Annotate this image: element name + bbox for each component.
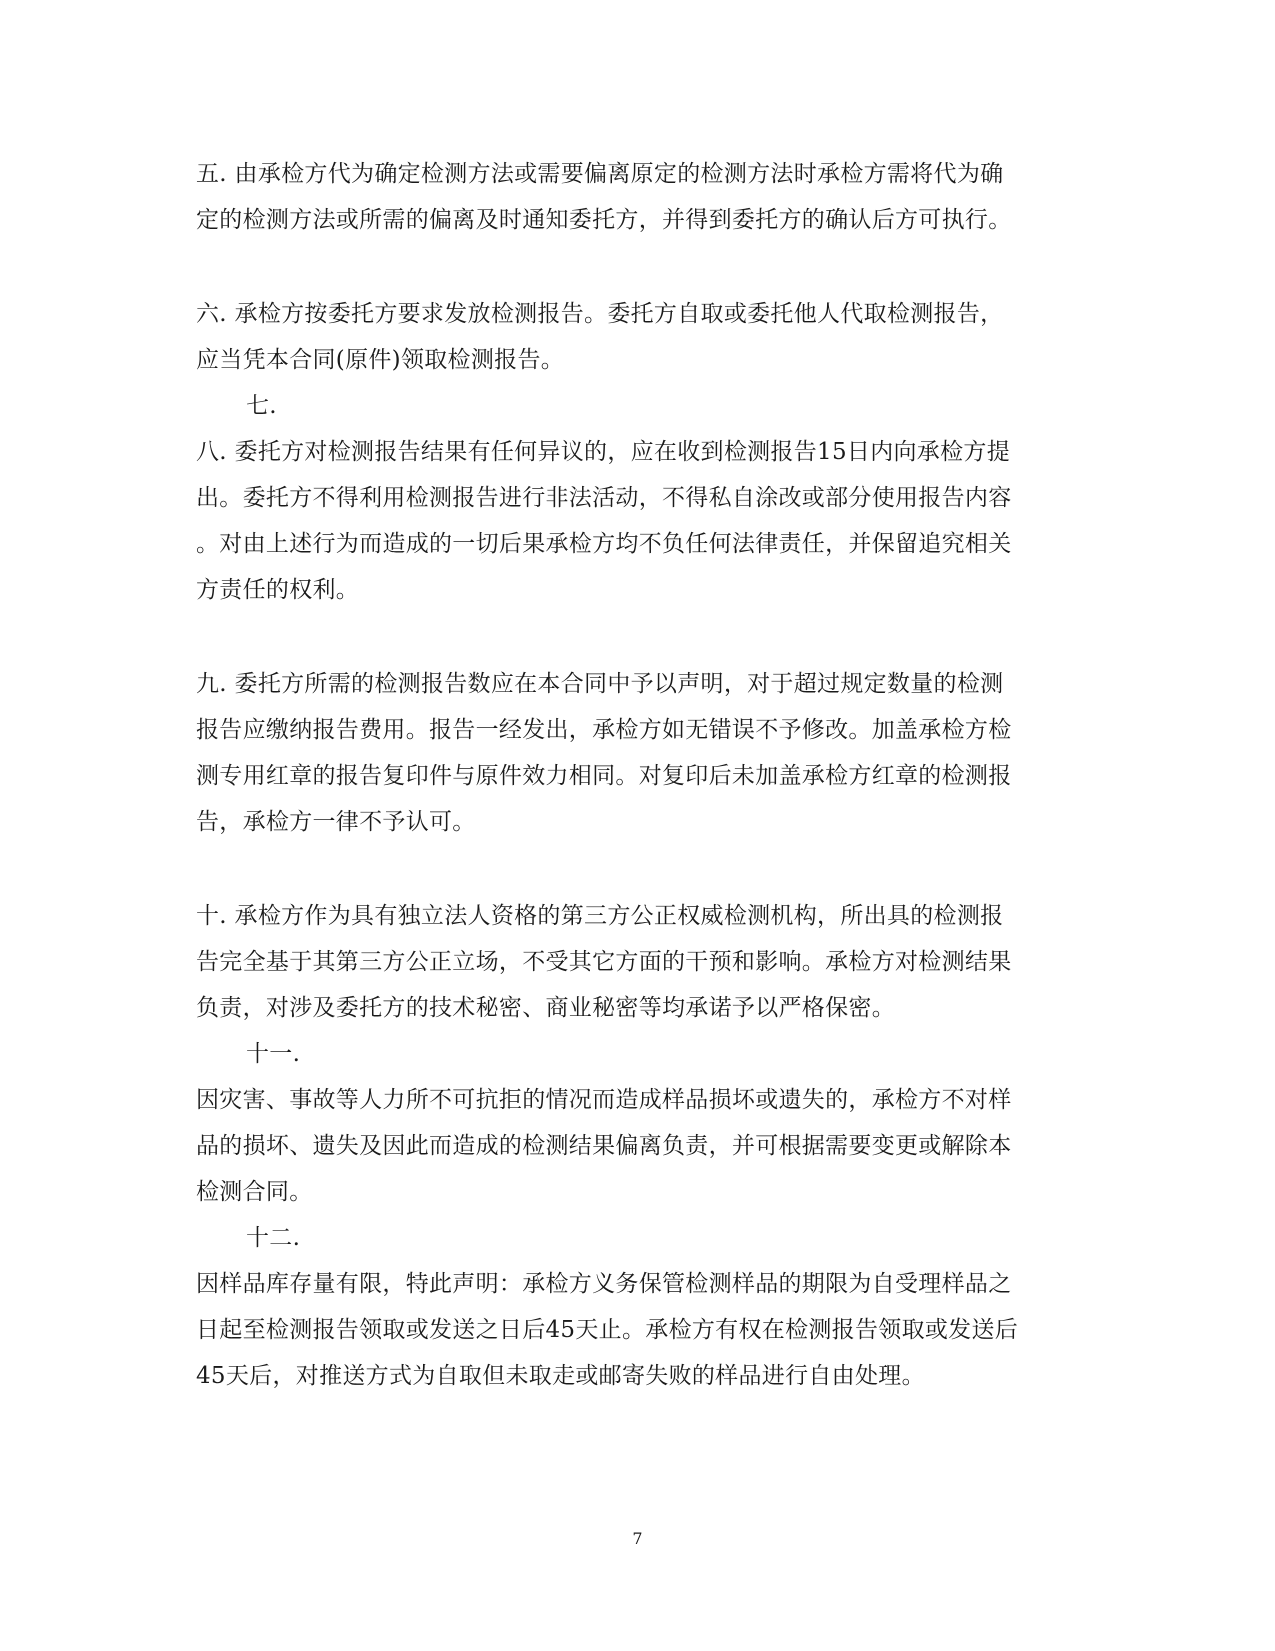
clause-11-line-2: 品的损坏、遗失及因此而造成的检测结果偏离负责，并可根据需要变更或解除本 xyxy=(196,1133,1012,1159)
clause-6-line-2: 应当凭本合同(原件)领取检测报告。 xyxy=(196,347,565,373)
clause-8-line-4: 方责任的权利。 xyxy=(196,577,360,603)
clause-11-line-1: 因灾害、事故等人力所不可抗拒的情况而造成样品损坏或遗失的，承检方不对样 xyxy=(196,1087,1012,1113)
clause-10-line-3: 负责，对涉及委托方的技术秘密、商业秘密等均承诺予以严格保密。 xyxy=(196,995,895,1021)
clause-8-line-1: 八. 委托方对检测报告结果有任何异议的，应在收到检测报告15日内向承检方提 xyxy=(196,439,1010,465)
clause-12-line-1: 因样品库存量有限，特此声明：承检方义务保管检测样品的期限为自受理样品之 xyxy=(196,1271,1012,1297)
clause-12-line-3: 45天后，对推送方式为自取但未取走或邮寄失败的样品进行自由处理。 xyxy=(196,1363,925,1389)
clause-9-line-4: 告，承检方一律不予认可。 xyxy=(196,809,476,835)
clause-9-line-1: 九. 委托方所需的检测报告数应在本合同中予以声明，对于超过规定数量的检测 xyxy=(196,671,1004,697)
clause-12-line-2: 日起至检测报告领取或发送之日后45天止。承检方有权在检测报告领取或发送后 xyxy=(196,1317,1019,1343)
clause-9-line-3: 测专用红章的报告复印件与原件效力相同。对复印后未加盖承检方红章的检测报 xyxy=(196,763,1012,789)
clause-6-line-1: 六. 承检方按委托方要求发放检测报告。委托方自取或委托他人代取检测报告， xyxy=(196,301,1004,327)
clause-10-line-2: 告完全基于其第三方公正立场，不受其它方面的干预和影响。承检方对检测结果 xyxy=(196,949,1012,975)
clause-12-heading: 十二. xyxy=(246,1225,301,1251)
page-number: 7 xyxy=(632,1529,643,1548)
clause-11-heading: 十一. xyxy=(246,1041,301,1067)
clause-7-heading: 七. xyxy=(246,393,277,419)
clause-10-line-1: 十. 承检方作为具有独立法人资格的第三方公正权威检测机构，所出具的检测报 xyxy=(196,903,1004,929)
clause-8-line-2: 出。委托方不得利用检测报告进行非法活动，不得私自涂改或部分使用报告内容 xyxy=(196,485,1012,511)
clause-9-line-2: 报告应缴纳报告费用。报告一经发出，承检方如无错误不予修改。加盖承检方检 xyxy=(196,717,1012,743)
clause-11-line-3: 检测合同。 xyxy=(196,1179,313,1205)
clause-5-line-1: 五. 由承检方代为确定检测方法或需要偏离原定的检测方法时承检方需将代为确 xyxy=(196,161,1004,187)
clause-5-line-2: 定的检测方法或所需的偏离及时通知委托方，并得到委托方的确认后方可执行。 xyxy=(196,207,1012,233)
clause-8-line-3: 。对由上述行为而造成的一切后果承检方均不负任何法律责任，并保留追究相关 xyxy=(196,531,1012,557)
